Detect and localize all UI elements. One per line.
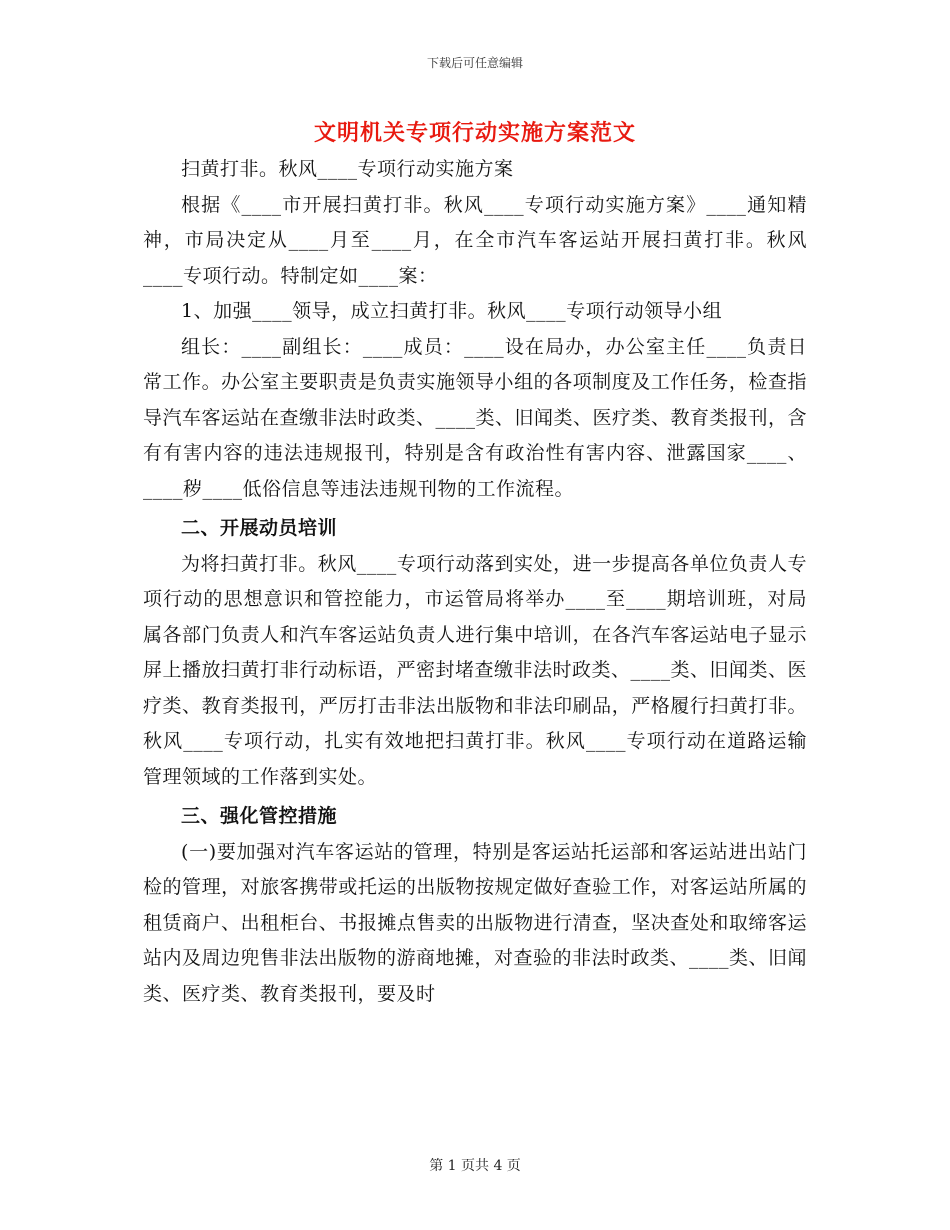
- document-body: [143, 152, 807, 1012]
- paragraph-section-1: 1、加强____领导，成立扫黄打非。秋风____专项行动领导小组: [181, 300, 723, 322]
- paragraph-leadership: 组长：____副组长：____成员：____设在局办，办公室主任____负责日常工作。办公室主要职责是负责实施领导小组的各项制度及工作任务，检查指导汽车客运站在查缴非法时政类、____类、旧闻类、医疗类、教育类报刊，含有有害内容的违法违规报刊，特别是含有政治性有害内容、泄露国家____、____秽____低俗信息等违法违规刊物的工作流程。: [143, 335, 808, 500]
- document-title: 文明机关专项行动实施方案范文: [313, 120, 636, 146]
- heading-section-3: 三、强化管控措施: [181, 805, 338, 827]
- heading-section-2: 二、开展动员培训: [181, 517, 338, 539]
- page-number-footer: 第 1 页共 4 页: [429, 1158, 521, 1174]
- header-note: 下载后可任意编辑: [426, 56, 523, 70]
- paragraph-measures: (一)要加强对汽车客运站的管理，特别是客运站托运部和客运站进出站门检的管理，对旅客携带或托运的出版物按规定做好查验工作，对客运站所属的租赁商户、出租柜台、书报摊点售卖的出版物进行清查，坚决查处和取缔客运站内及周边兜售非法出版物的游商地摊，对查验的非法时政类、____类、旧闻类、医疗类、教育类报刊，要及时: [143, 840, 808, 1005]
- paragraph-training: 为将扫黄打非。秋风____专项行动落到实处，进一步提高各单位负责人专项行动的思想意识和管控能力，市运管局将举办____至____期培训班，对局属各部门负责人和汽车客运站负责人进行集中培训，在各汽车客运站电子显示屏上播放扫黄打非行动标语，严密封堵查缴非法时政类、____类、旧闻类、医疗类、教育类报刊，严厉打击非法出版物和非法印刷品，严格履行扫黄打非。秋风____专项行动，扎实有效地把扫黄打非。秋风____专项行动在道路运输管理领域的工作落到实处。: [143, 552, 808, 788]
- paragraph-intro: 根据《____市开展扫黄打非。秋风____专项行动实施方案》____通知精神，市局决定从____月至____月，在全市汽车客运站开展扫黄打非。秋风____专项行动。特制定如____案：: [143, 193, 807, 287]
- paragraph-subtitle: 扫黄打非。秋风____专项行动实施方案: [181, 158, 514, 180]
